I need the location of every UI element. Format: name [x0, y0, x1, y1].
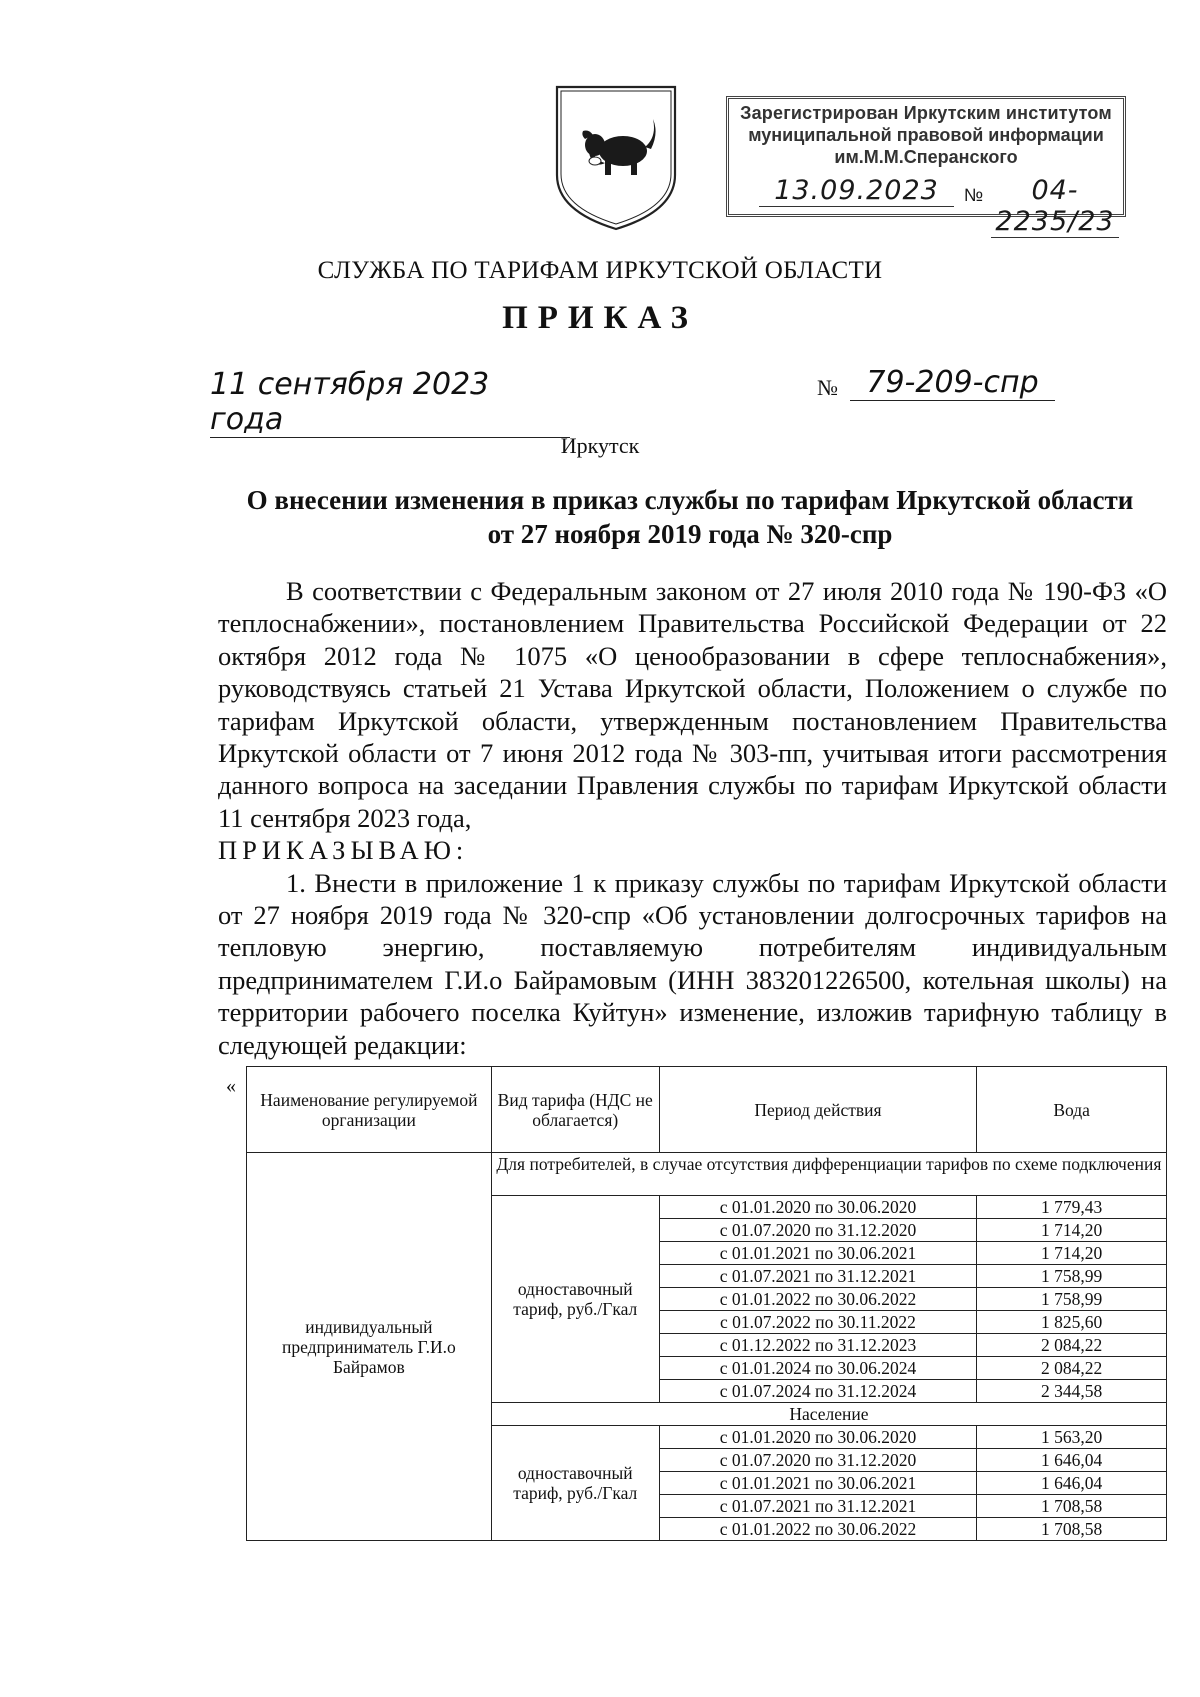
period-cell: с 01.07.2021 по 31.12.2021 — [659, 1265, 977, 1288]
document-title-line-1: О внесении изменения в приказ службы по тарифам Иркутской области — [246, 485, 1134, 515]
water-value-cell: 1 708,58 — [977, 1518, 1167, 1541]
open-quote: « — [226, 1075, 236, 1097]
period-cell: с 01.01.2020 по 30.06.2020 — [659, 1426, 977, 1449]
period-cell: с 01.01.2024 по 30.06.2024 — [659, 1357, 977, 1380]
registration-stamp — [726, 96, 1126, 237]
header-tariff-type: Вид тарифа (НДС не облагается) — [491, 1067, 659, 1153]
document-type: ПРИКАЗ — [502, 300, 698, 336]
water-value-cell: 1 563,20 — [977, 1426, 1167, 1449]
water-value-cell: 2 084,22 — [977, 1334, 1167, 1357]
stamp-line-1: Зарегистрирован Иркутским институтом — [740, 103, 1112, 123]
period-cell: с 01.07.2020 по 31.12.2020 — [659, 1449, 977, 1472]
header-water: Вода — [977, 1067, 1167, 1153]
tariff-type-cell: одноставочный тариф, руб./Гкал — [491, 1426, 659, 1541]
header-org: Наименование регулируемой организации — [247, 1067, 492, 1153]
water-value-cell: 2 084,22 — [977, 1357, 1167, 1380]
stamp-line-2: муниципальной правовой информации — [748, 125, 1104, 145]
period-cell: с 01.01.2021 по 30.06.2021 — [659, 1472, 977, 1495]
tariff-type-cell: одноставочный тариф, руб./Гкал — [491, 1196, 659, 1403]
tariff-table — [246, 1066, 1167, 1541]
period-cell: с 01.07.2021 по 31.12.2021 — [659, 1495, 977, 1518]
water-value-cell: 2 344,58 — [977, 1380, 1167, 1403]
water-value-cell: 1 825,60 — [977, 1311, 1167, 1334]
water-value-cell: 1 758,99 — [977, 1265, 1167, 1288]
order-word: ПРИКАЗЫВАЮ: — [218, 835, 469, 866]
order-number-label: № — [817, 375, 838, 400]
stamp-line-3: им.М.М.Сперанского — [834, 147, 1018, 167]
header-period: Период действия — [659, 1067, 977, 1153]
table-header-row — [247, 1067, 1167, 1153]
organization-name: СЛУЖБА ПО ТАРИФАМ ИРКУТСКОЙ ОБЛАСТИ — [317, 257, 883, 284]
water-value-cell: 1 714,20 — [977, 1242, 1167, 1265]
section-population: Население — [491, 1403, 1166, 1426]
water-value-cell: 1 646,04 — [977, 1472, 1167, 1495]
preamble-paragraph: В соответствии с Федеральным законом от 27 июля 2010 года № 190-ФЗ «О теплоснабжении», постановлением Правительства Российской Федерации от 22 октября 2012 года № 1075 «О ценообразовании в сфере теплоснабжения», руководствуясь статьей 21 Устава Иркутской области, Положением о службе по тарифам Иркутской области, утвержденным постановлением Правительства Иркутской области от 7 июня 2012 года № 303-пп, учитывая итоги рассмотрения данного вопроса на заседании Правления службы по тарифам Иркутской области 11 сентября 2023 года, — [218, 576, 1167, 833]
period-cell: с 01.01.2022 по 30.06.2022 — [659, 1518, 977, 1541]
order-date: 11 сентября 2023 года — [210, 367, 570, 438]
stamp-number: 04-2235/23 — [991, 175, 1119, 238]
period-cell: с 01.07.2020 по 31.12.2020 — [659, 1219, 977, 1242]
period-cell: с 01.01.2021 по 30.06.2021 — [659, 1242, 977, 1265]
section-consumers: Для потребителей, в случае отсутствия дифференциации тарифов по схеме подключения — [491, 1153, 1166, 1196]
period-cell: с 01.07.2022 по 30.11.2022 — [659, 1311, 977, 1334]
city: Иркутск — [560, 433, 640, 458]
water-value-cell: 1 714,20 — [977, 1219, 1167, 1242]
water-value-cell: 1 708,58 — [977, 1495, 1167, 1518]
order-number: 79-209-спр — [850, 365, 1055, 401]
coat-of-arms-emblem — [553, 83, 679, 233]
period-cell: с 01.07.2024 по 31.12.2024 — [659, 1380, 977, 1403]
period-cell: с 01.01.2020 по 30.06.2020 — [659, 1196, 977, 1219]
water-value-cell: 1 758,99 — [977, 1288, 1167, 1311]
period-cell: с 01.01.2022 по 30.06.2022 — [659, 1288, 977, 1311]
document-title-line-2: от 27 ноября 2019 года № 320-спр — [487, 519, 893, 549]
water-value-cell: 1 646,04 — [977, 1449, 1167, 1472]
document-title — [210, 483, 1170, 551]
organization-cell: индивидуальный предприниматель Г.И.о Байрамов — [247, 1153, 492, 1541]
period-cell: с 01.12.2022 по 31.12.2023 — [659, 1334, 977, 1357]
stamp-date: 13.09.2023 — [759, 175, 954, 207]
section-row — [247, 1153, 1167, 1196]
item-1-paragraph: 1. Внести в приложение 1 к приказу службы по тарифам Иркутской области от 27 ноября 2019 года № 320-спр «Об установлении долгосрочных тарифов на тепловую энергию, поставляемую потребителям индивидуальным предпринимателем Г.И.о Байрамовым (ИНН 383201226500, котельная школы) на территории рабочего поселка Куйтун» изменение, изложив тарифную таблицу в следующей редакции: — [218, 867, 1167, 1060]
stamp-number-label: № — [963, 185, 985, 205]
water-value-cell: 1 779,43 — [977, 1196, 1167, 1219]
document-body — [218, 575, 1167, 1061]
